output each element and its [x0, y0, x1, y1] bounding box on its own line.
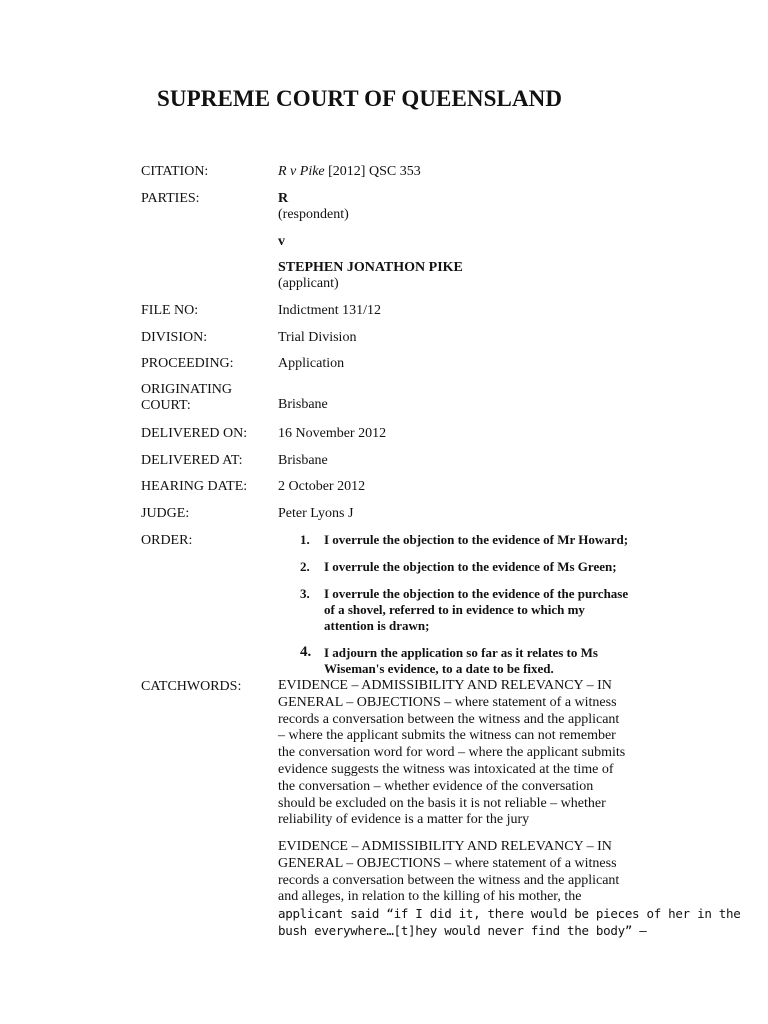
order-list	[300, 532, 680, 688]
order-item-text: of a shovel, referred to in evidence to which my	[324, 602, 585, 617]
catchwords-line: evidence suggests the witness was intoxicated at the time of	[278, 761, 614, 777]
citation-label: CITATION:	[141, 164, 209, 179]
catchwords-line: records a conversation between the witness and the applicant	[278, 872, 620, 888]
catchwords-paragraph-2	[278, 839, 741, 940]
originating-court-label-line1: ORIGINATING	[141, 382, 232, 397]
order-item-text: attention is drawn;	[324, 618, 430, 633]
order-item-4	[300, 645, 680, 677]
catchwords-line: EVIDENCE – ADMISSIBILITY AND RELEVANCY – IN	[278, 678, 612, 693]
order-item-number: 3.	[300, 586, 310, 601]
hearing-date-label: HEARING DATE:	[141, 479, 248, 494]
order-item-text: I overrule the objection to the evidence of Mr Howard;	[324, 532, 629, 547]
division-value: Trial Division	[278, 330, 357, 345]
catchwords-line: bush everywhere…[t]hey would never find the body” –	[278, 922, 647, 938]
hearing-date-value: 2 October 2012	[278, 479, 366, 494]
order-item-2	[300, 559, 680, 575]
catchwords-line: should be excluded on the basis it is not reliable – whether	[278, 795, 606, 811]
citation-case: R v Pike	[278, 164, 325, 179]
catchwords-paragraph-1	[278, 678, 668, 829]
originating-court-label-line2: COURT:	[141, 398, 191, 413]
parties-label: PARTIES:	[141, 191, 200, 206]
catchwords-line: – where the applicant submits the witness can not remember	[278, 728, 616, 744]
catchwords-line: the conversation word for word – where the applicant submits	[278, 745, 626, 761]
respondent-role: (respondent)	[278, 207, 349, 222]
delivered-at-value: Brisbane	[278, 453, 328, 468]
applicant-role: (applicant)	[278, 276, 339, 291]
citation-rest: [2012] QSC 353	[324, 164, 421, 179]
catchwords-line: applicant said “if I did it, there would be pieces of her in the	[278, 906, 741, 922]
judge-value: Peter Lyons J	[278, 506, 354, 521]
catchwords-line: EVIDENCE – ADMISSIBILITY AND RELEVANCY – IN	[278, 839, 612, 854]
catchwords-label: CATCHWORDS:	[141, 679, 242, 694]
order-item-number: 1.	[300, 532, 310, 547]
order-item-3	[300, 586, 680, 634]
page-title: SUPREME COURT OF QUEENSLAND	[157, 86, 563, 111]
order-item-1	[300, 532, 680, 548]
catchwords-line: GENERAL – OBJECTIONS – where statement of a witness	[278, 694, 617, 710]
catchwords-line: the conversation – whether evidence of the conversation	[278, 778, 594, 794]
delivered-on-label: DELIVERED ON:	[141, 426, 248, 441]
order-item-number: 4.	[300, 644, 312, 660]
order-item-text: I overrule the objection to the evidence of the purchase	[324, 586, 629, 601]
catchwords-line: GENERAL – OBJECTIONS – where statement of a witness	[278, 855, 617, 871]
order-item-text: I adjourn the application so far as it relates to Ms	[324, 645, 598, 660]
order-label: ORDER:	[141, 533, 193, 548]
order-item-text: I overrule the objection to the evidence of Ms Green;	[324, 559, 617, 574]
division-label: DIVISION:	[141, 330, 208, 345]
delivered-at-label: DELIVERED AT:	[141, 453, 243, 468]
delivered-on-value: 16 November 2012	[278, 426, 387, 441]
order-item-text: Wiseman's evidence, to a date to be fixed.	[324, 661, 554, 676]
respondent-name: R	[278, 191, 289, 206]
catchwords-line: and alleges, in relation to the killing of his mother, the	[278, 889, 582, 905]
catchwords-line: reliability of evidence is a matter for the jury	[278, 812, 530, 828]
file-no-label: FILE NO:	[141, 303, 199, 318]
proceeding-label: PROCEEDING:	[141, 356, 234, 371]
originating-court-value: Brisbane	[278, 397, 328, 412]
versus-text: v	[278, 234, 285, 249]
originating-court-label	[141, 382, 232, 414]
order-item-number: 2.	[300, 559, 310, 574]
citation-value	[278, 164, 421, 180]
file-no-value: Indictment 131/12	[278, 303, 382, 318]
catchwords-line: records a conversation between the witness and the applicant	[278, 711, 620, 727]
judge-label: JUDGE:	[141, 506, 190, 521]
applicant-name: STEPHEN JONATHON PIKE	[278, 260, 463, 275]
proceeding-value: Application	[278, 356, 345, 371]
